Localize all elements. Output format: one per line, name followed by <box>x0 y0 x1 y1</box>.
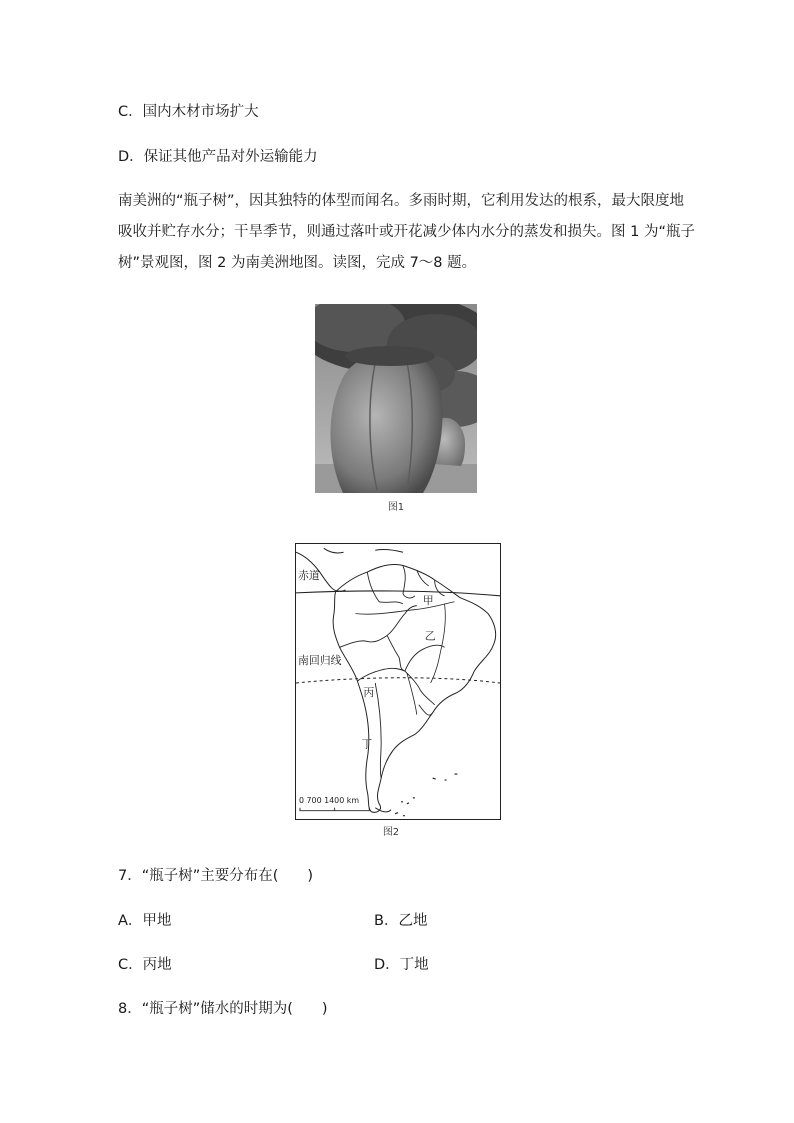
label-yi: 乙 <box>424 629 436 643</box>
q7-option-d: D．丁地 <box>374 957 429 973</box>
scale-text: 0 700 1400 km <box>298 795 360 805</box>
figure-2-caption: 图2 <box>382 827 400 838</box>
passage-line-3: 树”景观图，图 2 为南美洲地图。读图，完成 7～8 题。 <box>118 255 477 271</box>
passage-line-2: 吸收并贮存水分；干旱季节，则通过落叶或开花减少体内水分的蒸发和损失。图 1 为“瓶子 <box>118 224 695 240</box>
option-c-prev: C．国内木材市场扩大 <box>118 104 259 120</box>
label-ding: 丁 <box>361 737 373 751</box>
q7-option-a: A．甲地 <box>118 913 172 929</box>
q7-option-c: C．丙地 <box>118 957 172 973</box>
q7-option-b: B．乙地 <box>374 913 428 929</box>
option-d-prev: D．保证其他产品对外运输能力 <box>118 149 318 165</box>
bottle-tree-photo <box>315 304 477 493</box>
label-jia: 甲 <box>422 593 434 607</box>
equator-label: 赤道 <box>297 569 320 583</box>
south-america-map <box>295 543 501 820</box>
label-bing: 丙 <box>363 685 375 699</box>
tropic-label: 南回归线 <box>297 654 342 668</box>
figure-1-caption: 图1 <box>387 502 405 513</box>
q7-stem: 7．“瓶子树”主要分布在( ) <box>118 868 314 884</box>
passage-line-1: 南美洲的“瓶子树”，因其独特的体型而闻名。多雨时期，它利用发达的根系，最大限度地 <box>118 193 685 209</box>
q8-stem: 8．“瓶子树”储水的时期为( ) <box>118 1001 328 1017</box>
